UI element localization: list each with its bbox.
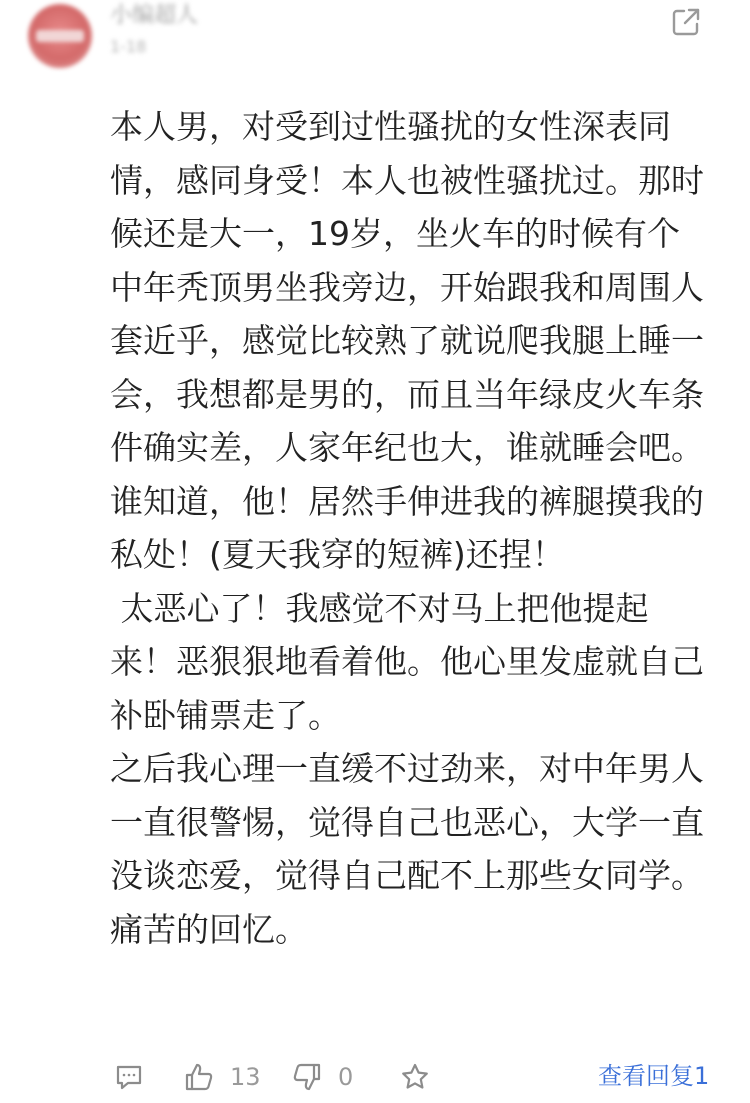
like-count: 13 [230, 1063, 261, 1091]
comment-body [110, 100, 710, 956]
author-name[interactable]: 小编超人 [110, 3, 199, 28]
share-icon[interactable] [670, 6, 702, 38]
thumbs-down-icon[interactable] [292, 1062, 322, 1092]
dislike-count: 0 [338, 1063, 354, 1091]
star-icon[interactable] [400, 1062, 430, 1092]
avatar[interactable] [28, 4, 92, 68]
comment-time: 1-18 [110, 37, 147, 56]
comment-actions [0, 1056, 750, 1098]
thumbs-up-icon[interactable] [184, 1062, 214, 1092]
comment-paragraph: 太恶心了！我感觉不对马上把他提起来！恶狠狠地看着他。他心里发虚就自己补卧铺票走了。 [110, 588, 704, 735]
comment-paragraph: 之后我心理一直缓不过劲来，对中年男人一直很警惕，觉得自己也恶心，大学一直没谈恋爱，觉得自己配不上那些女同学。 [110, 749, 704, 895]
comment-paragraph: 本人男，对受到过性骚扰的女性深表同情，感同身受！本人也被性骚扰过。那时候还是大一，19岁，坐火车的时候有个中年秃顶男坐我旁边，开始跟我和周围人套近乎，感觉比较熟了就说爬我腿上睡一会，我想都是男的，而且当年绿皮火车条件确实差，人家年纪也大，谁就睡会吧。谁知道，他！居然手伸进我的裤腿摸我的私处！(夏天我穿的短裤)还捏！ [110, 107, 704, 574]
comment-paragraph: 痛苦的回忆。 [110, 909, 308, 949]
comment-icon[interactable] [114, 1062, 144, 1092]
view-replies-link[interactable]: 查看回复1 [598, 1062, 710, 1090]
